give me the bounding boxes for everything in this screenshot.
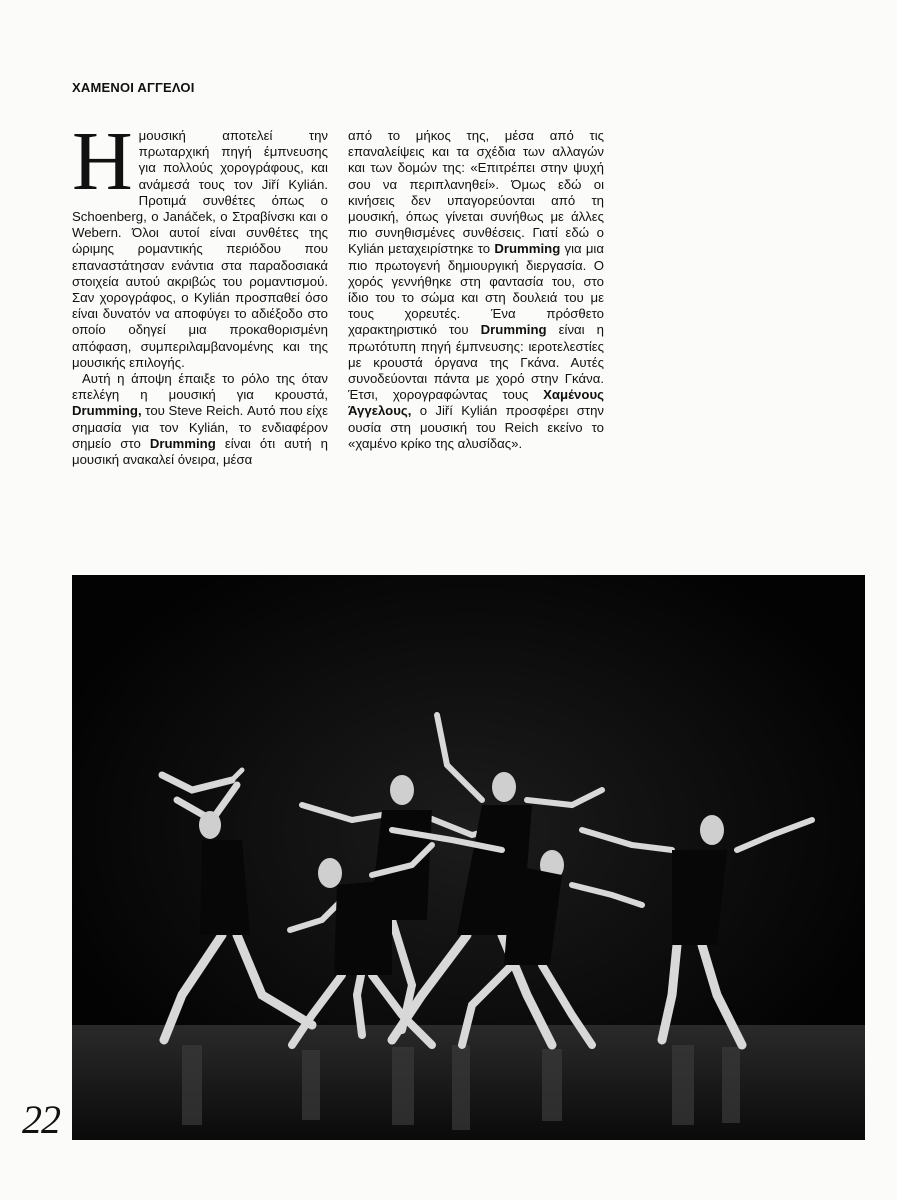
paragraph-3-text-3: είναι η πρωτότυπη πηγή έμπνευσης: ιεροτελεστίες με κρουστά όργανα της Γκάνα. Αυτές συνοδεύονται πάντα με χορό στην Γκάνα. Έτσι, χορογραφώντας τους [348, 322, 605, 403]
drumming-title-1: Drumming, [72, 403, 142, 419]
drumming-title-2: Drumming [149, 435, 216, 451]
paragraph-3-text-2: για μια πιο πρωτογενή δημιουργική διεργασία. Ο χορός γεννήθηκε στη φαντασία του, στο ίδιο του το σώμα και στη δουλειά του με τους χορευτές. Ένα πρόσθετο χαρακτηριστικό του [348, 241, 604, 338]
paragraph-2-text-e: είναι ότι αυτή η μουσική ανακαλεί όνειρα, μέσα [72, 435, 328, 468]
page-number: 22 [22, 1097, 60, 1142]
drumming-title-4: Drumming [480, 322, 547, 338]
text-column-right [348, 128, 604, 452]
paragraph-2-text-a: Αυτή η άποψη έπαιξε το ρόλο της όταν επελέγη η μουσική για κρουστά, [72, 371, 328, 403]
paragraph-2 [72, 371, 328, 468]
text-column-left [72, 115, 328, 468]
paragraph-3-text-1: από το μήκος της, μέσα από τις επαναλείψεις και τα σχέδια των αλλαγών και των δομών της: «Επιτρέπει στην ψυχή σου να περιπλανηθεί». Όμως εδώ οι κινήσεις δεν υπαγορεύονται από τη μουσική, όπως γίνεται συνήθως με άλλες πιο συνηθισμένες συνθέσεις. Γιατί εδώ ο Kylián μεταχειρίστηκε το [348, 128, 604, 257]
paragraph-1-text: μουσική αποτελεί την πρωταρχική πηγή έμπνευσης για πολλούς χορογράφους, και ανάμεσά τους τον Jiří Kylián. Προτιμά συνθέτες όπως ο Schoenberg, ο Janáček, ο Στραβίνσκι και ο Webern. Όλοι αυτοί είναι συνθέτες της ώριμης ρομαντικής περιόδου που επαναστάτησαν ενάντια στα παραδοσιακά στοιχεία αυτού ακριβώς του ρομαντισμού. Σαν χορογράφος, ο Kylián προσπαθεί όσο είναι δυνατόν να αποφύγει το αδιέξοδο στο οποίο οδηγεί μια προκαθορισμένη απόφαση, συμπεριλαμβανομένης και της μουσικής επιλογής. [72, 128, 328, 370]
dancers-photo [72, 575, 865, 1140]
paragraph-1 [72, 115, 328, 371]
drop-cap: Η [72, 115, 133, 208]
drumming-title-3: Drumming [494, 241, 561, 257]
lost-angels-title: Χαμένους Άγγελους, [348, 387, 604, 419]
dancers-illustration [72, 575, 865, 1140]
paragraph-2-text-c: του Steve Reich. Αυτό που είχε σημασία για τον Kylián, το ενδιαφέρον σημείο στο [72, 403, 328, 451]
paragraph-3 [348, 128, 604, 452]
page-title: ΧΑΜΕΝΟΙ ΑΓΓΕΛΟΙ [72, 80, 195, 95]
paragraph-3-text-4: ο Jiří Kylián προσφέρει στην ουσία στη μουσική του Reich εκείνο το «χαμένο κρίκο της αλυσίδας». [348, 403, 604, 451]
